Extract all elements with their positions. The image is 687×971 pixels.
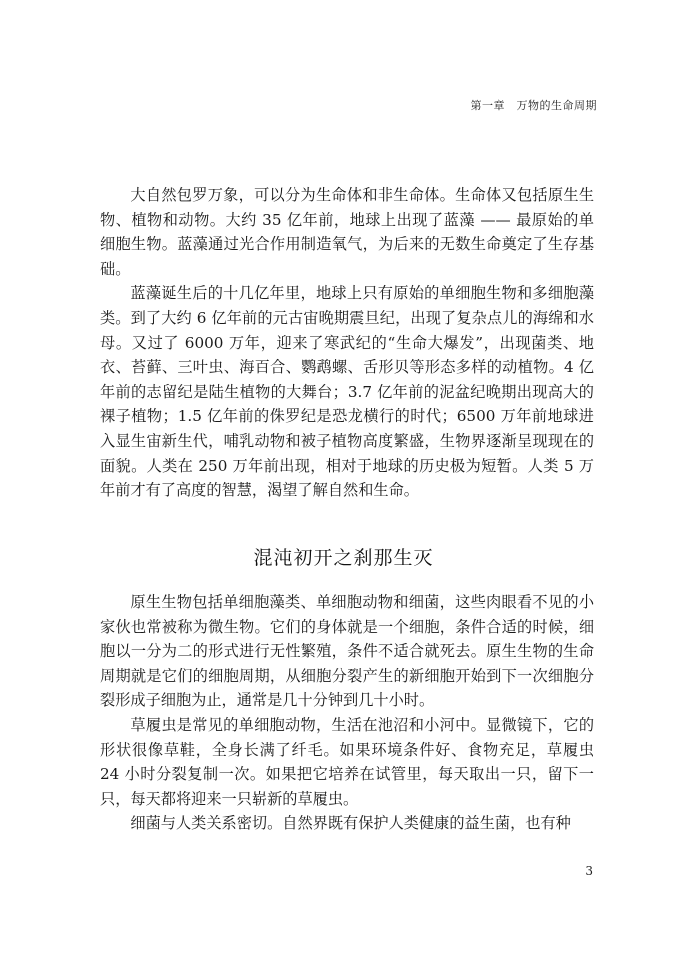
section-1-body <box>100 183 594 503</box>
section-2-body <box>100 590 594 836</box>
page-number: 3 <box>585 864 593 878</box>
paragraph: 蓝藻诞生后的十几亿年里，地球上只有原始的单细胞生物和多细胞藻类。到了大约 6 亿年前的元古宙晚期震旦纪，出现了复杂点儿的海绵和水母。又过了 6000 万年，迎来了寒武纪的“生命大爆发”，出现菌类、地衣、苔藓、三叶虫、海百合、鹦鹉螺、舌形贝等形态多样的动植物。4 亿年前的志留纪是陆生植物的大舞台；3.7 亿年前的泥盆纪晚期出现高大的裸子植物；1.5 亿年前的侏罗纪是恐龙横行的时代；6500 万年前地球进入显生宙新生代，哺乳动物和被子植物高度繁盛，生物界逐渐呈现现在的面貌。人类在 250 万年前出现，相对于地球的历史极为短暂。人类 5 万年前才有了高度的智慧，渴望了解自然和生命。 <box>100 284 594 500</box>
paragraph: 原生生物包括单细胞藻类、单细胞动物和细菌，这些肉眼看不见的小家伙也常被称为微生物。它们的身体就是一个细胞，条件合适的时候，细胞以一分为二的形式进行无性繁殖，条件不适合就死去。原生生物的生命周期就是它们的细胞周期，从细胞分裂产生的新细胞开始到下一次细胞分裂形成子细胞为止，通常是几十分钟到几十小时。 <box>100 593 594 710</box>
running-header: 第一章 万物的生命周期 <box>470 99 597 112</box>
paragraph: 草履虫是常见的单细胞动物，生活在池沼和小河中。显微镜下，它的形状很像草鞋，全身长满了纤毛。如果环境条件好、食物充足，草履虫 24 小时分裂复制一次。如果把它培养在试管里，每天取出一只，留下一只，每天都将迎来一只崭新的草履虫。 <box>100 715 594 808</box>
paragraph: 大自然包罗万象，可以分为生命体和非生命体。生命体又包括原生生物、植物和动物。大约 35 亿年前，地球上出现了蓝藻 —— 最原始的单细胞生物。蓝藻通过光合作用制造氧气，为后来的无数生命奠定了生存基础。 <box>100 186 594 278</box>
paragraph: 细菌与人类关系密切。自然界既有保护人类健康的益生菌，也有种 <box>130 814 571 833</box>
section-heading: 混沌初开之刹那生灭 <box>253 547 434 569</box>
